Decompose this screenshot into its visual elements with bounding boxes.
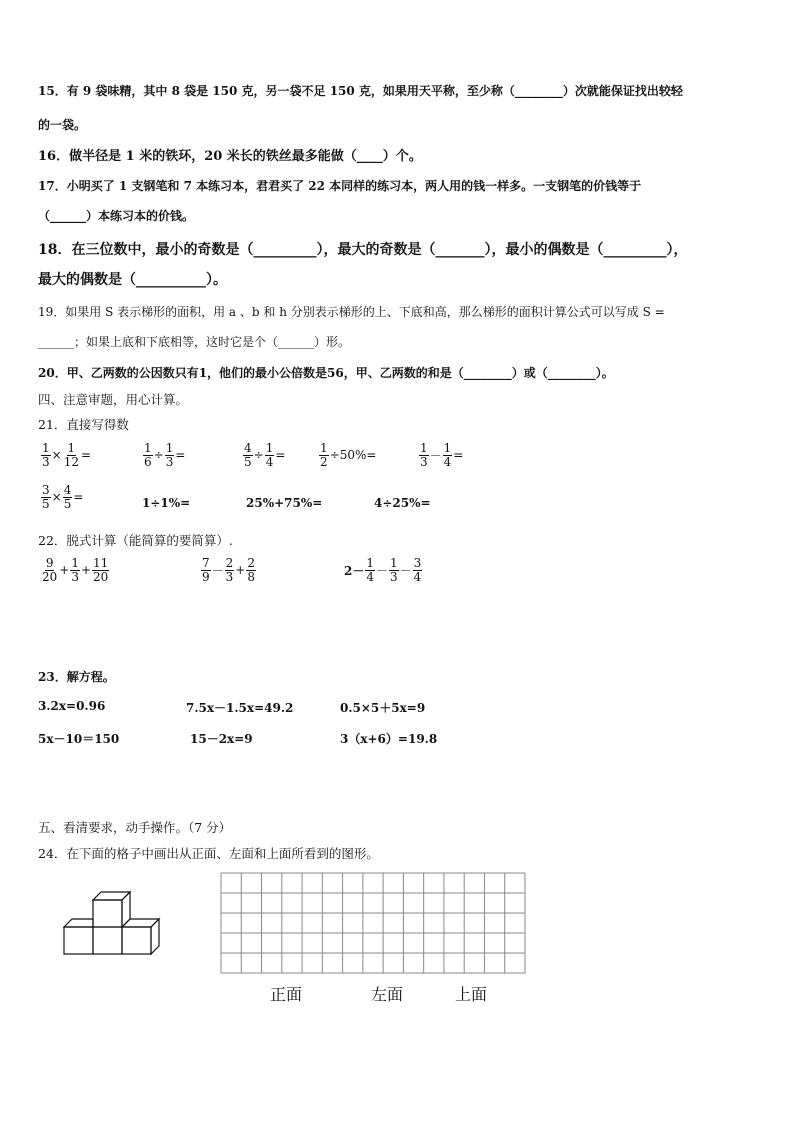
cube-stack-figure — [62, 890, 172, 960]
fraction: $\frac{1}{3}$ — [42, 441, 50, 469]
q23-eq-6: 3（x+6）=19.8 — [340, 732, 438, 746]
q23-eq-2: 7.5x－1.5x=49.2 — [186, 701, 294, 715]
q18-line1: 18．在三位数中，最小的奇数是（_________），最大的奇数是（_______），最小的偶数是（_________）， — [38, 242, 688, 258]
q22-expr-1: $\frac{9}{20}$ + $\frac{1}{3}$ + $\frac{11}{20}$ — [42, 556, 109, 584]
q21-item-6: $\frac{3}{5}$ × $\frac{4}{5}$ = — [42, 483, 84, 511]
q23-eq-4: 5x－10＝150 — [38, 732, 120, 746]
q24-title: 24．在下面的格子中画出从正面、左面和上面所看到的图形。 — [38, 846, 379, 861]
q21-item-3: $\frac{4}{5}$ ÷ $\frac{1}{4}$ = — [244, 441, 286, 469]
caption-top-view: 上面 — [455, 985, 488, 1004]
q15-line1: 15．有 9 袋味精，其中 8 袋是 150 克，另一袋不足 150 克，如果用天平称，至少称（________）次就能保证找出较轻 — [38, 84, 683, 98]
section-4-heading: 四、注意审题，用心计算。 — [38, 392, 189, 407]
q15-line2: 的一袋。 — [38, 118, 87, 132]
q16-text: 16．做半径是 1 米的铁环，20 米长的铁丝最多能做（____）个。 — [38, 149, 422, 164]
q21-item-9: 4÷25%= — [374, 496, 431, 510]
caption-front-view: 正面 — [270, 985, 303, 1004]
q19-line1: 19．如果用 S 表示梯形的面积，用 a 、b 和 h 分别表示梯形的上、下底和高，那么梯形的面积计算公式可以写成 S = — [38, 305, 665, 319]
q17-line2: （______）本练习本的价钱。 — [38, 209, 195, 223]
q23-eq-3: 0.5×5＋5x=9 — [340, 701, 426, 715]
q21-item-5: $\frac{1}{3}$ － $\frac{1}{4}$ = — [420, 441, 464, 469]
q22-expr-2: $\frac{7}{9}$ － $\frac{2}{3}$ + $\frac{2}{8}$ — [202, 556, 255, 584]
q21-title: 21．直接写得数 — [38, 417, 129, 432]
q21-item-1: $\frac{1}{3}$ × $\frac{1}{12}$ = — [42, 441, 92, 469]
q22-expr-3: 2－ $\frac{1}{4}$ － $\frac{1}{3}$ － $\frac{3}{4}$ — [344, 556, 422, 584]
q22-title: 22．脱式计算（能简算的要简算）. — [38, 533, 233, 548]
q19-line2: ______；如果上底和下底相等，这时它是个（______）形。 — [38, 335, 351, 349]
q21-item-4: $\frac{1}{2}$ ÷50%= — [320, 441, 377, 469]
drawing-grid[interactable] — [220, 872, 526, 976]
fraction: $\frac{1}{12}$ — [63, 441, 79, 469]
q21-item-8: 25%+75%= — [246, 496, 323, 510]
q23-eq-1: 3.2x=0.96 — [38, 699, 106, 713]
q23-eq-5: 15－2x=9 — [190, 732, 253, 746]
section-5-heading: 五、看清要求，动手操作。（7 分） — [38, 820, 232, 835]
q17-line1: 17．小明买了 1 支钢笔和 7 本练习本，君君买了 22 本同样的练习本，两人用的钱一样多。一支钢笔的价钱等于 — [38, 179, 642, 193]
q21-item-7: 1÷1%= — [142, 496, 191, 510]
q21-item-2: $\frac{1}{6}$ ÷ $\frac{1}{3}$ = — [144, 441, 186, 469]
q18-line2: 最大的偶数是（__________）。 — [38, 272, 227, 288]
q20-text: 20．甲、乙两数的公因数只有1，他们的最小公倍数是56，甲、乙两数的和是（________）或（________）。 — [38, 366, 614, 380]
q23-title: 23．解方程。 — [38, 670, 115, 684]
caption-left-view: 左面 — [371, 985, 404, 1004]
